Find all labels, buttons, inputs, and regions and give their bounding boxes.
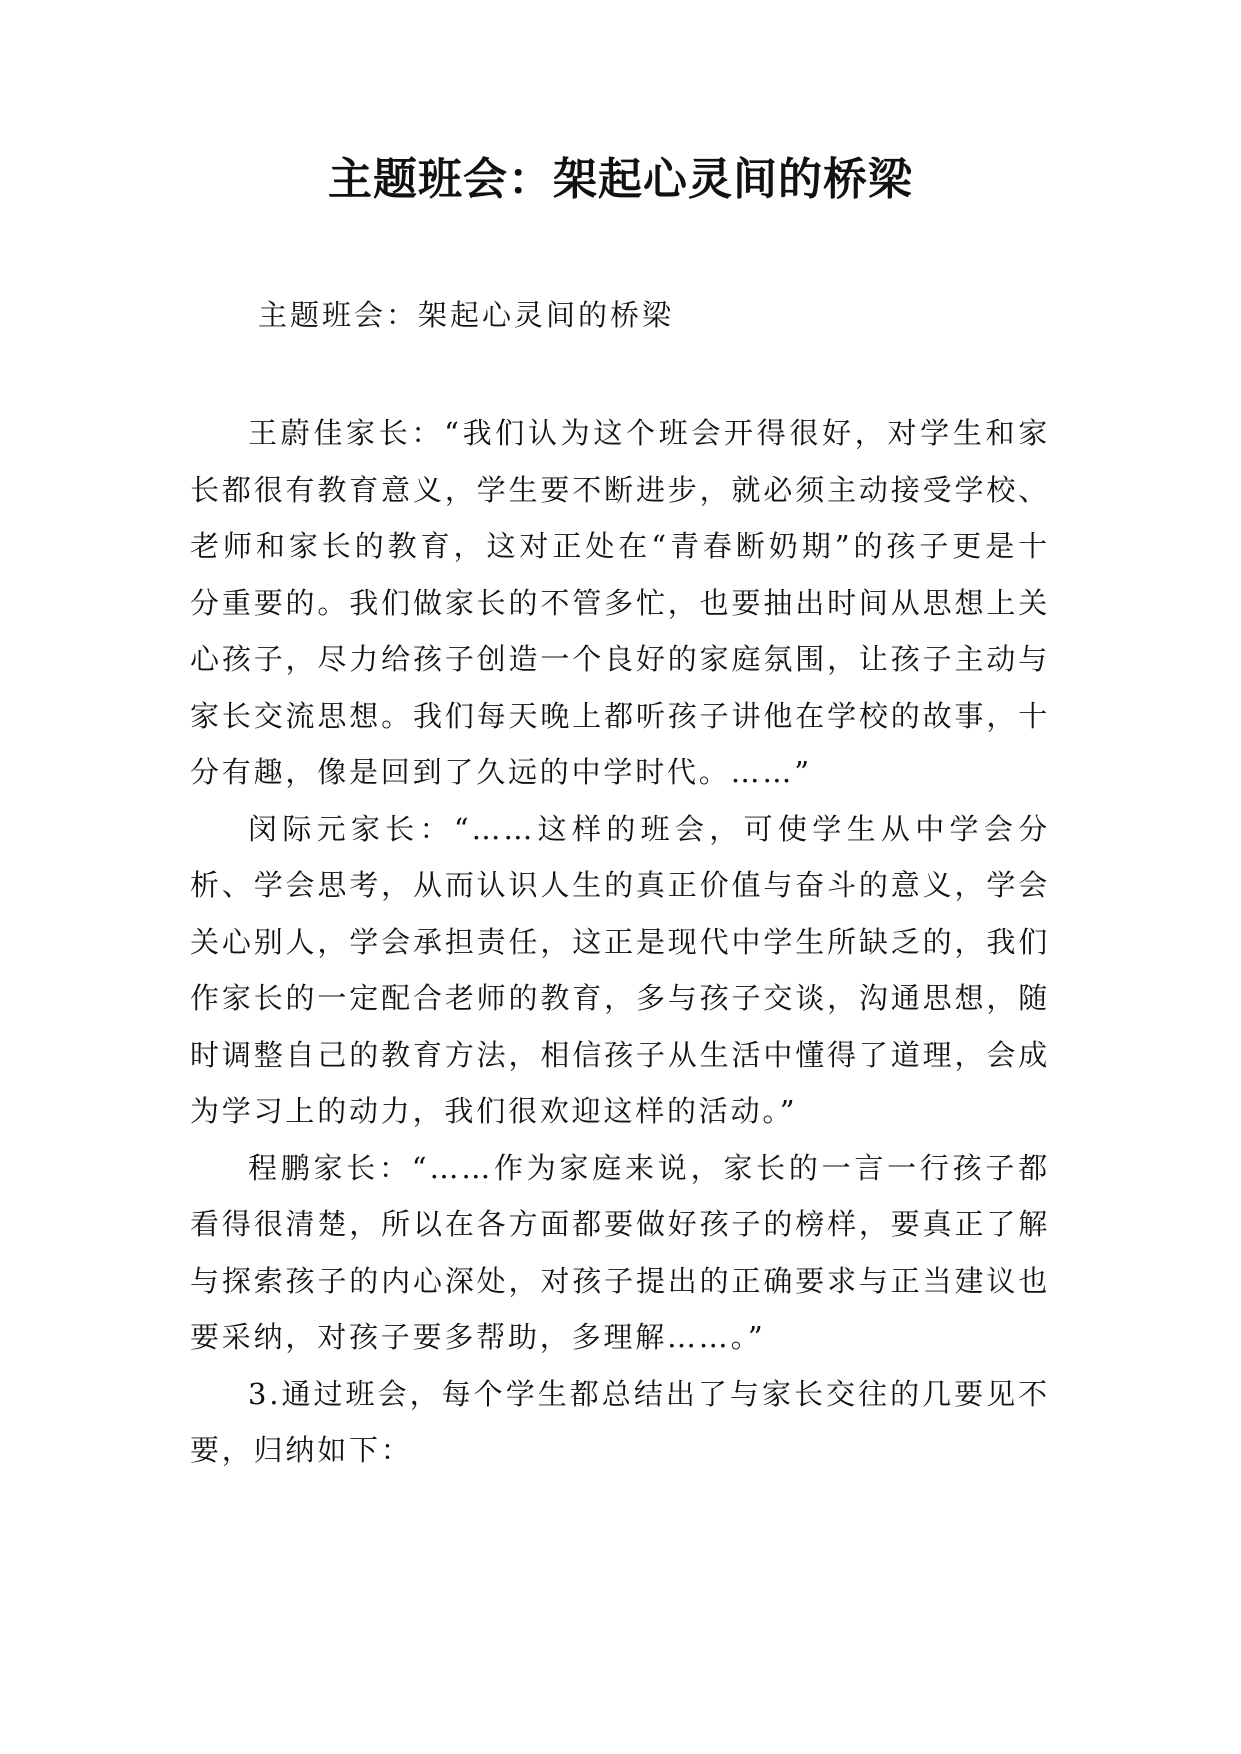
paragraph-wang-parent: 王蔚佳家长：“我们认为这个班会开得很好，对学生和家长都很有教育意义，学生要不断进步，就必须主动接受学校、老师和家长的教育，这对正处在“青春断奶期”的孩子更是十分重要的。我们做家长的不管多忙，也要抽出时间从思想上关心孩子，尽力给孩子创造一个良好的家庭氛围，让孩子主动与家长交流思想。我们每天晚上都听孩子讲他在学校的故事，十分有趣，像是回到了久远的中学时代。……”	[190, 416, 1050, 789]
document-body	[190, 405, 1050, 1479]
paragraph-min-parent: 闵际元家长：“……这样的班会，可使学生从中学会分析、学会思考，从而认识人生的真正价值与奋斗的意义，学会关心别人，学会承担责任，这正是现代中学生所缺乏的，我们作家长的一定配合老师的教育，多与孩子交谈，沟通思想，随时调整自己的教育方法，相信孩子从生活中懂得了道理，会成为学习上的动力，我们很欢迎这样的活动。”	[190, 811, 1050, 1128]
paragraph-cheng-parent: 程鹏家长：“……作为家庭来说，家长的一言一行孩子都看得很清楚，所以在各方面都要做好孩子的榜样，要真正了解与探索孩子的内心深处，对孩子提出的正确要求与正当建议也要采纳，对孩子要多帮助，多理解……。”	[190, 1150, 1050, 1354]
document-subtitle: 主题班会：架起心灵间的桥梁	[258, 298, 675, 332]
document-title: 主题班会：架起心灵间的桥梁	[328, 154, 913, 205]
paragraph-summary: 3.通过班会，每个学生都总结出了与家长交往的几要见不要，归纳如下：	[190, 1376, 1050, 1467]
